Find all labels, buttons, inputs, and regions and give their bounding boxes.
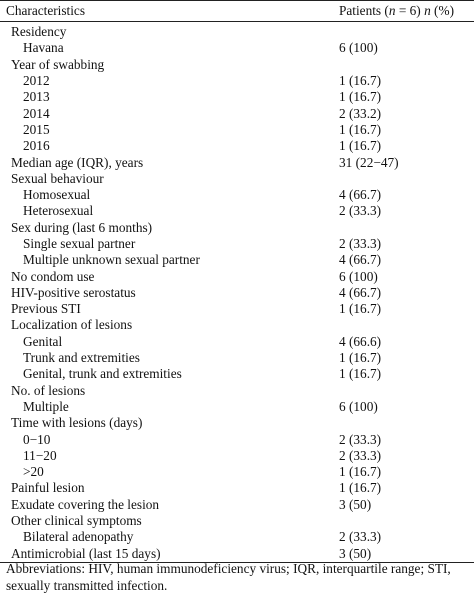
row-value: 4 (66.7): [339, 187, 382, 203]
row-label: Sexual behaviour: [11, 170, 104, 186]
row-value: 3 (50): [339, 496, 372, 512]
table-row: [0, 268, 474, 284]
row-label: >20: [23, 464, 44, 480]
table-row: [0, 105, 474, 121]
row-label: Multiple: [23, 398, 69, 414]
table-row: [0, 24, 474, 40]
row-value: 6 (100): [339, 398, 378, 414]
row-label: 2016: [23, 138, 50, 154]
row-value: 2 (33.3): [339, 236, 382, 251]
table-row: [0, 154, 474, 170]
header-patients: [339, 3, 474, 19]
table-body: [0, 22, 474, 562]
row-label: Year of swabbing: [11, 56, 105, 72]
header-patients-prefix: Patients (: [339, 3, 389, 18]
row-value: 4 (66.7): [339, 252, 382, 268]
table-row: [0, 187, 474, 203]
row-value: 2 (33.3): [339, 203, 382, 219]
row-label: Exudate covering the lesion: [11, 496, 160, 512]
row-value: 3 (50): [339, 545, 372, 561]
table-row: [0, 203, 474, 219]
row-label: Multiple unknown sexual partner: [23, 252, 200, 268]
row-label: Previous STI: [11, 301, 81, 317]
table-row: [0, 529, 474, 545]
table-row: [0, 399, 474, 415]
row-label: 0−10: [23, 431, 51, 447]
row-label: 2015: [23, 121, 50, 137]
row-label: Median age (IQR), years: [11, 154, 144, 170]
table-row: [0, 513, 474, 529]
table-row: [0, 383, 474, 399]
table-header: [0, 1, 474, 21]
row-value: 2 (33.3): [339, 431, 382, 447]
row-label: 2013: [23, 89, 50, 105]
row-label: Genital: [23, 333, 63, 349]
row-label: Time with lesions (days): [11, 415, 143, 431]
table-row: [0, 252, 474, 268]
table-row: [0, 89, 474, 105]
table-row: [0, 220, 474, 236]
row-label: Genital, trunk and extremities: [23, 366, 182, 382]
row-label: Single sexual partner: [23, 236, 136, 251]
row-label: Trunk and extremities: [23, 350, 140, 366]
row-value: 1 (16.7): [339, 366, 382, 382]
row-value: 2 (33.2): [339, 105, 382, 121]
row-value: 2 (33.3): [339, 529, 382, 545]
row-value: 1 (16.7): [339, 480, 382, 496]
table-row: [0, 334, 474, 350]
row-label: 11−20: [23, 447, 57, 463]
header-patients-pct: (%): [430, 3, 454, 18]
row-label: Other clinical symptoms: [11, 513, 142, 529]
table-row: [0, 138, 474, 154]
row-label: Painful lesion: [11, 480, 85, 496]
table-row: [0, 236, 474, 252]
row-label: 2012: [23, 73, 50, 89]
row-label: No. of lesions: [11, 382, 86, 398]
table-row: [0, 366, 474, 382]
row-value: 1 (16.7): [339, 73, 382, 89]
row-label: Heterosexual: [23, 203, 94, 219]
row-label: No condom use: [11, 268, 95, 284]
row-value: 1 (16.7): [339, 138, 382, 154]
table-row: [0, 171, 474, 187]
header-patients-n2: n: [424, 3, 431, 18]
row-label: Sex during (last 6 months): [11, 219, 153, 235]
row-value: 1 (16.7): [339, 464, 382, 480]
table-footnote: Abbreviations: HIV, human immunodeficiency virus; IQR, interquartile range; STI, sexually transmitted infection.: [6, 561, 451, 593]
table-row: [0, 480, 474, 496]
header-patients-eq: = 6): [395, 3, 425, 18]
row-label: Homosexual: [23, 187, 91, 203]
table-row: [0, 40, 474, 56]
row-value: 1 (16.7): [339, 89, 382, 105]
table-row: [0, 464, 474, 480]
table-row: [0, 497, 474, 513]
row-label: Residency: [11, 24, 67, 40]
table-row: [0, 317, 474, 333]
row-label: 2014: [23, 105, 50, 121]
row-value: 4 (66.6): [339, 333, 382, 349]
row-label: Antimicrobial (last 15 days): [11, 545, 161, 561]
row-label: Bilateral adenopathy: [23, 529, 134, 545]
table-row: [0, 73, 474, 89]
table-row: [0, 301, 474, 317]
row-value: 4 (66.7): [339, 284, 382, 300]
row-value: 6 (100): [339, 40, 378, 56]
table-row: [0, 122, 474, 138]
row-label: Havana: [23, 40, 64, 56]
row-value: 1 (16.7): [339, 350, 382, 366]
table-row: [0, 350, 474, 366]
row-value: 1 (16.7): [339, 121, 382, 137]
header-characteristics: Characteristics: [6, 3, 86, 18]
row-value: 31 (22−47): [339, 154, 399, 170]
row-label: Localization of lesions: [11, 317, 133, 333]
row-value: 6 (100): [339, 268, 378, 284]
row-value: 2 (33.3): [339, 447, 382, 463]
table-row: [0, 57, 474, 73]
table-row: [0, 448, 474, 464]
table-row: [0, 285, 474, 301]
row-label: HIV-positive serostatus: [11, 284, 136, 300]
table-row: [0, 431, 474, 447]
row-value: 1 (16.7): [339, 301, 382, 317]
header-patients-n: n: [388, 3, 396, 18]
table-row: [0, 415, 474, 431]
